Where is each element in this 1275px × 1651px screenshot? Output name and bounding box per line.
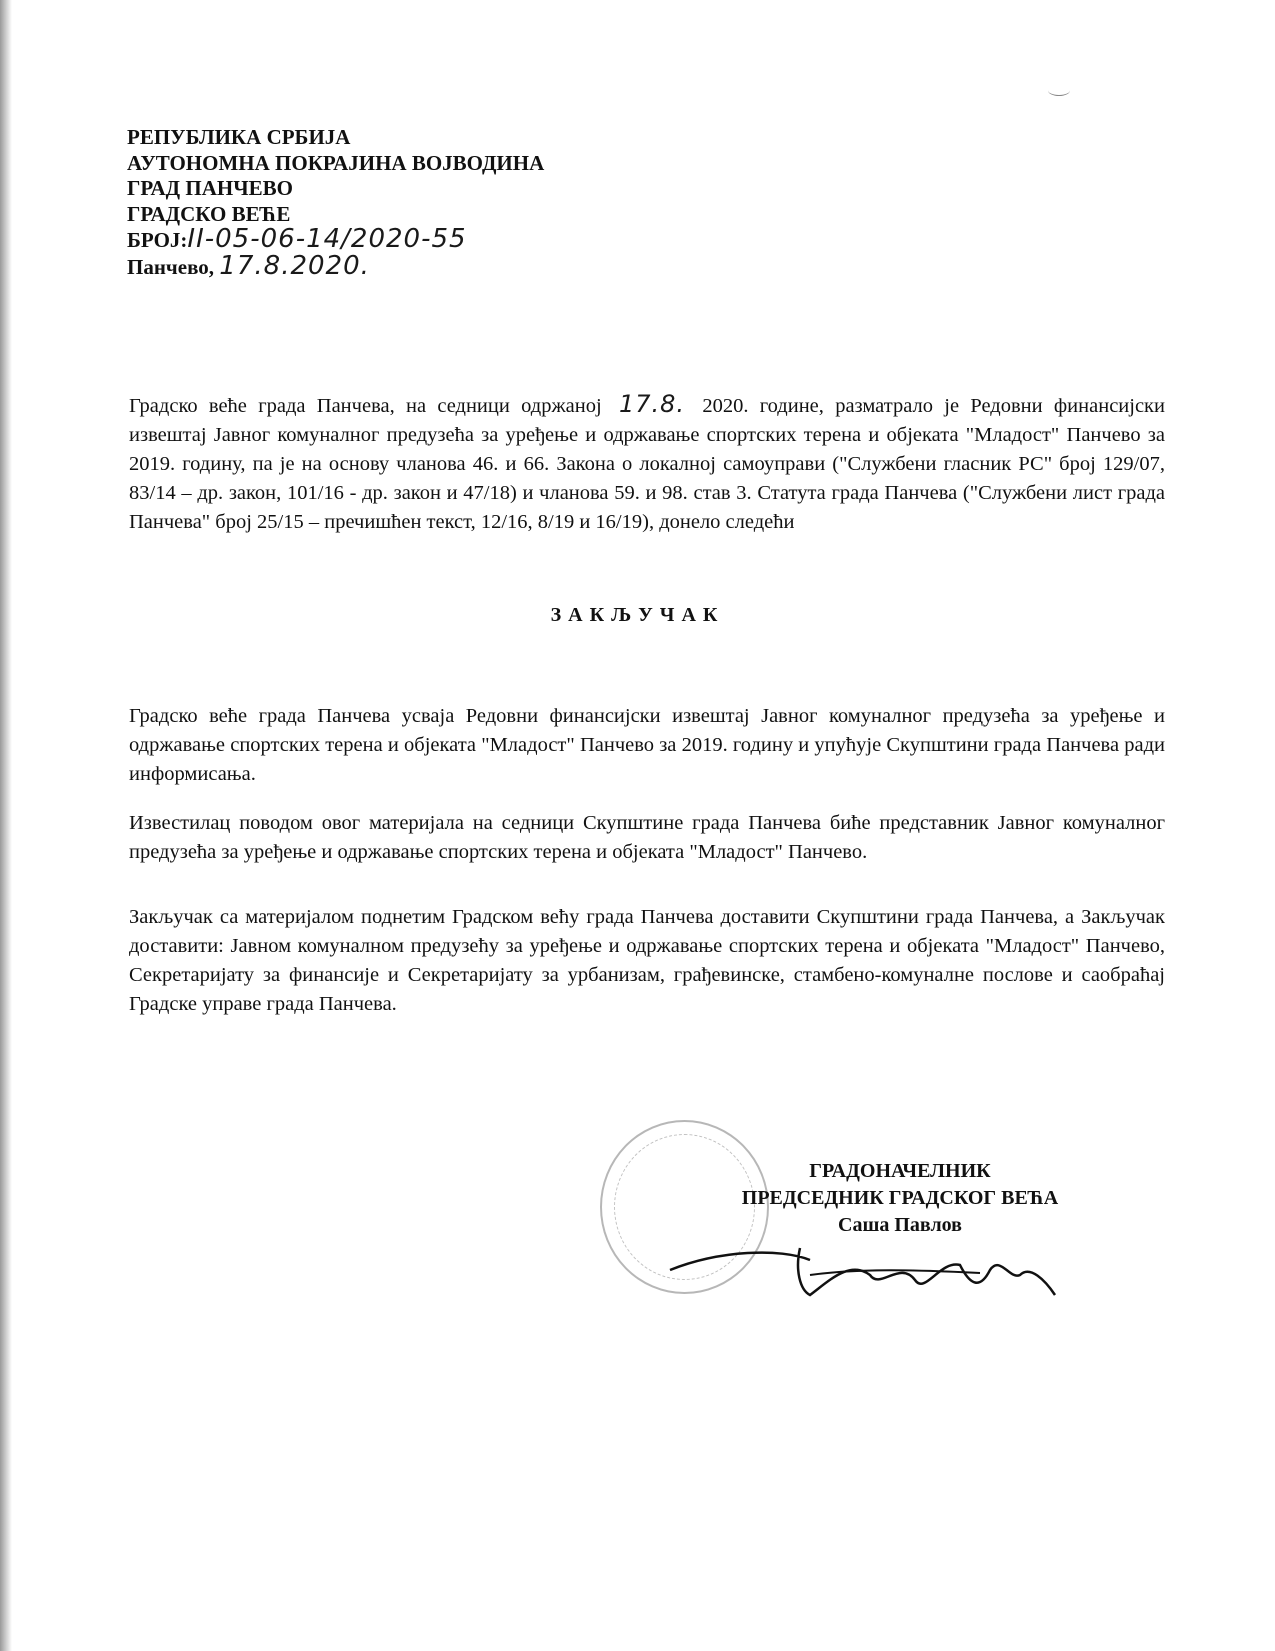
- number-label: БРОЈ:: [127, 228, 188, 252]
- header-republic: РЕПУБЛИКА СРБИЈА: [127, 125, 351, 149]
- conclusion-paragraph-3: Закључак са материјалом поднетим Градском већу града Панчева доставити Скупштини града Панчева, а Закључак доставити: Јавном комуналном предузећу за уређење и одржавање спортских терена и објеката "Младост" Панчево, Секретаријату за финансије и Секретаријату за урбанизам, грађевинске, стамбено-комуналне послове и саобраћај Градске управе града Панчева.: [129, 906, 1165, 1015]
- scan-edge: [0, 0, 12, 1651]
- signature-block: [700, 1158, 1100, 1239]
- intro-before-date: Градско веће града Панчева, на седници одржаној: [129, 395, 602, 417]
- signatory-title-president: ПРЕДСЕДНИК ГРАДСКОГ ВЕЋА: [741, 1187, 1059, 1209]
- document-header: [127, 125, 544, 280]
- intro-paragraph: [129, 392, 1165, 537]
- document-title: ЗАКЉУЧАК: [550, 604, 725, 626]
- handwritten-signature: [660, 1240, 1060, 1310]
- header-province: АУТОНОМНА ПОКРАЈИНА ВОЈВОДИНА: [127, 150, 545, 175]
- handwritten-number: II-05-06-14/2020-55: [187, 224, 467, 254]
- header-city: ГРАД ПАНЧЕВО: [127, 176, 293, 200]
- handwritten-session-date: 17.8.: [618, 390, 686, 418]
- handwritten-date: 17.8.2020.: [219, 250, 370, 281]
- header-council: ГРАДСКО ВЕЋЕ: [127, 201, 291, 226]
- conclusion-paragraph-1: Градско веће града Панчева усваја Редовни финансијски извештај Јавног комуналног предузећа за уређење и одржавање спортских терена и објеката "Младост" Панчево за 2019. годину и упућује Скупштини града Панчева ради информисања.: [129, 705, 1165, 785]
- signatory-name: Саша Павлов: [838, 1214, 962, 1236]
- intro-after-date: 2020. године, разматрало је Редовни финансијски извештај Јавног комуналног предузећа за уређење и одржавање спортских терена и објеката "Младост" Панчево за 2019. годину, па је на основу чланова 46. и 66. Закона о локалној самоуправи ("Службени гласник РС" број 129/07, 83/14 – др. закон, 101/16 - др. закон и 47/18) и чланова 59. и 98. став 3. Статута града Панчева ("Службени лист града Панчева" број 25/15 – пречишћен текст, 12/16, 8/19 и 16/19), донело следећи: [129, 395, 1165, 533]
- signatory-title-mayor: ГРАДОНАЧЕЛНИК: [809, 1160, 991, 1182]
- place-label: Панчево,: [127, 254, 215, 279]
- scan-mark: [1048, 85, 1070, 96]
- header-date: [127, 250, 544, 281]
- conclusion-paragraph-2: Известилац поводом овог материјала на седници Скупштине града Панчева биће представник Јавног комуналног предузећа за уређење и одржавање спортских терена и објеката "Младост" Панчево.: [129, 812, 1165, 863]
